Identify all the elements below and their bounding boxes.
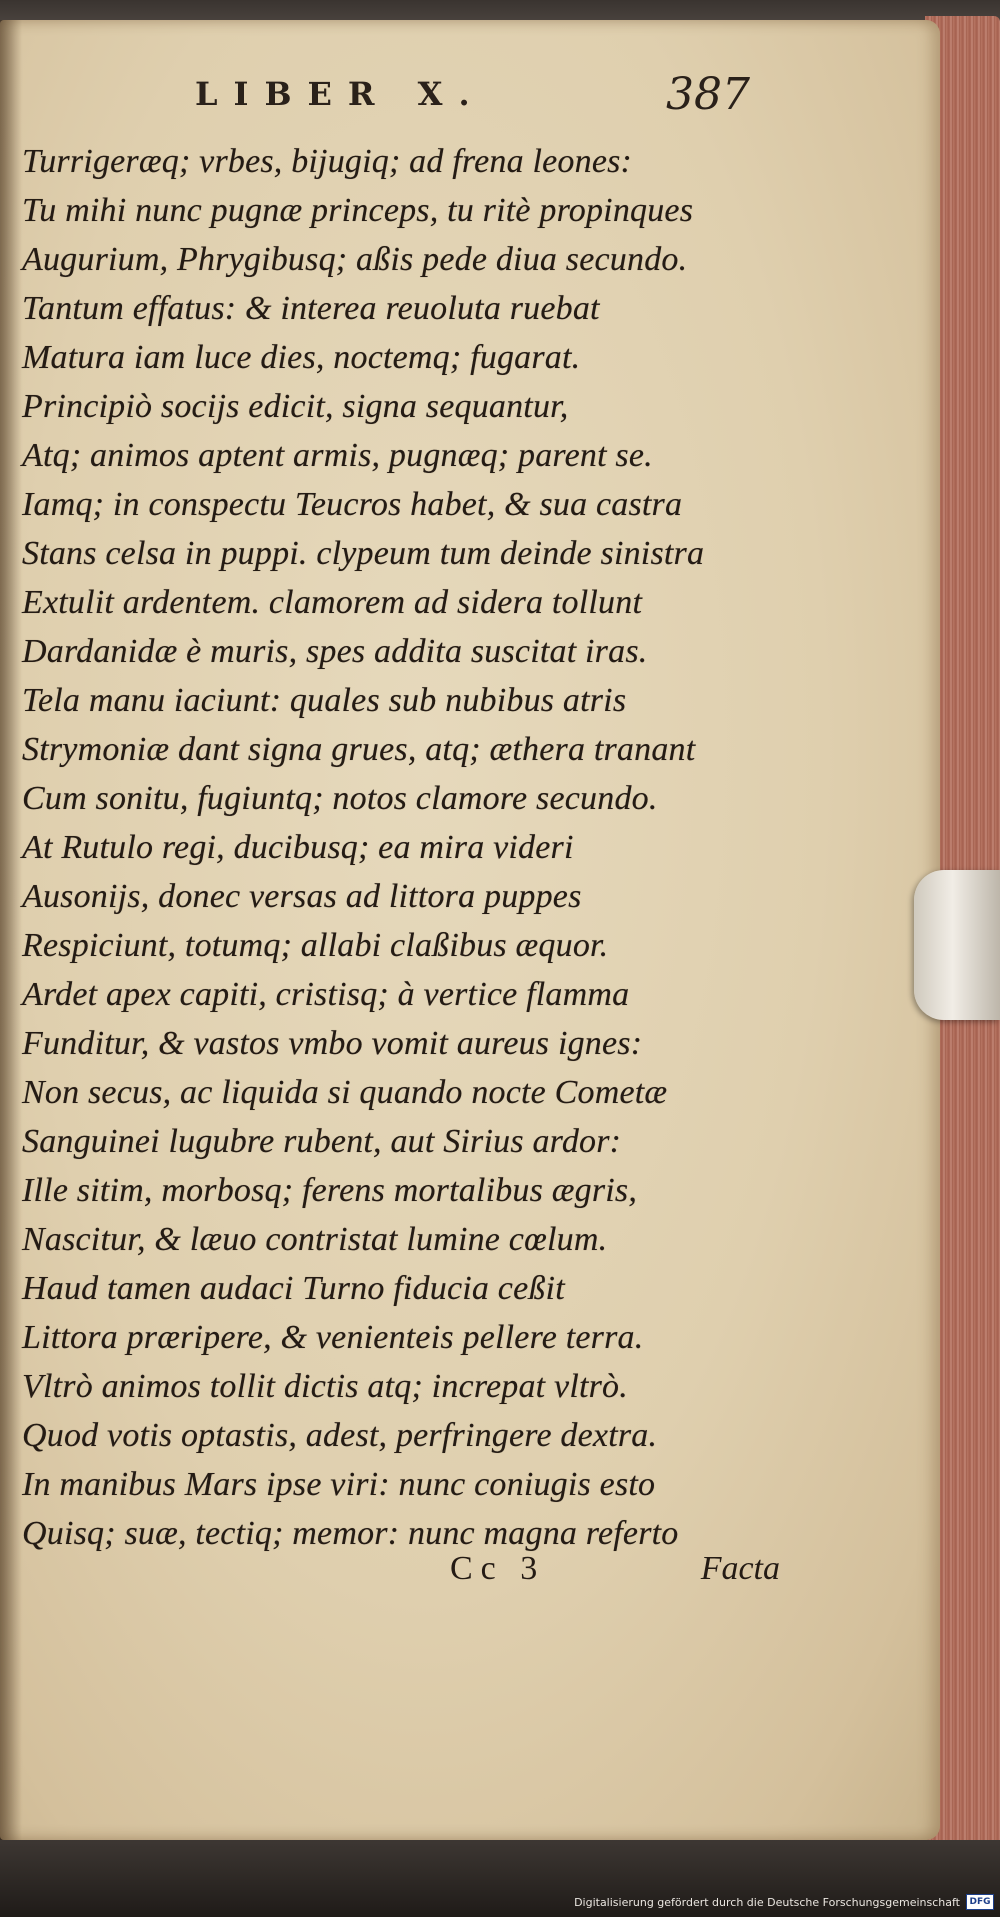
spine-shadow (0, 20, 22, 1840)
page-clip (914, 870, 1000, 1020)
signature-mark: Cc 3 (450, 1550, 546, 1587)
page-footer-line (450, 1550, 780, 1600)
verse-line: Stans celsa in puppi. clypeum tum deinde sinistra (22, 535, 705, 572)
verse-line: Dardanidæ è muris, spes addita suscitat iras. (22, 633, 648, 670)
catchword: Facta (700, 1550, 780, 1587)
verse-line: Ausonijs, donec versas ad littora puppes (22, 878, 582, 915)
verse-line: Sanguinei lugubre rubent, aut Sirius ardor: (22, 1123, 622, 1160)
verse-line: Haud tamen audaci Turno fiducia ceßit (22, 1270, 565, 1307)
verse-line: Iamq; in conspectu Teucros habet, & sua castra (22, 486, 683, 523)
page-header (195, 69, 755, 135)
verse-line: Ille sitim, morbosq; ferens mortalibus ægris, (22, 1172, 638, 1209)
credit-text: Digitalisierung gefördert durch die Deutsche Forschungsgemeinschaft (574, 1895, 960, 1909)
verse-line: Atq; animos aptent armis, pugnæq; parent se. (22, 437, 653, 474)
verse-line: Extulit ardentem. clamorem ad sidera tollunt (22, 584, 643, 621)
verse-line: Vltrò animos tollit dictis atq; increpat vltrò. (22, 1368, 628, 1405)
verse-line: In manibus Mars ipse viri: nunc coniugis esto (22, 1466, 656, 1503)
verse-line: Quisq; suæ, tectiq; memor: nunc magna referto (22, 1515, 679, 1552)
verse-line: Tela manu iaciunt: quales sub nubibus atris (22, 682, 627, 719)
verse-line: Funditur, & vastos vmbo vomit aureus ignes: (22, 1025, 643, 1062)
verse-line: Turrigeræq; vrbes, bijugiq; ad frena leones: (22, 143, 633, 180)
verse-line: Cum sonitu, fugiuntq; notos clamore secundo. (22, 780, 658, 817)
page-number: 387 (666, 69, 750, 120)
verse-line: Quod votis optastis, adest, perfringere dextra. (22, 1417, 658, 1454)
dfg-logo-icon: DFG (966, 1894, 994, 1910)
verse-line: Ardet apex capiti, cristisq; à vertice flamma (22, 976, 630, 1013)
verse-line: Tantum effatus: & interea reuoluta ruebat (22, 290, 600, 327)
verse-line: At Rutulo regi, ducibusq; ea mira videri (22, 829, 574, 866)
verse-line: Strymoniæ dant signa grues, atq; æthera tranant (22, 731, 696, 768)
verse-line: Respiciunt, totumq; allabi claßibus æquor. (22, 927, 609, 964)
verse-line: Non secus, ac liquida si quando nocte Cometæ (22, 1074, 668, 1111)
digitization-credit (574, 1891, 994, 1913)
verse-line: Principiò socijs edicit, signa sequantur, (22, 388, 569, 425)
verse-line: Matura iam luce dies, noctemq; fugarat. (22, 339, 581, 376)
running-head: LIBER X. (195, 75, 486, 113)
verse-line: Augurium, Phrygibusq; aßis pede diua secundo. (22, 241, 688, 278)
verse-line: Littora præripere, & venienteis pellere terra. (22, 1319, 644, 1356)
verse-text-block (22, 137, 822, 1558)
verse-line: Tu mihi nunc pugnæ princeps, tu ritè propinques (22, 192, 694, 229)
verse-line: Nascitur, & læuo contristat lumine cœlum. (22, 1221, 608, 1258)
